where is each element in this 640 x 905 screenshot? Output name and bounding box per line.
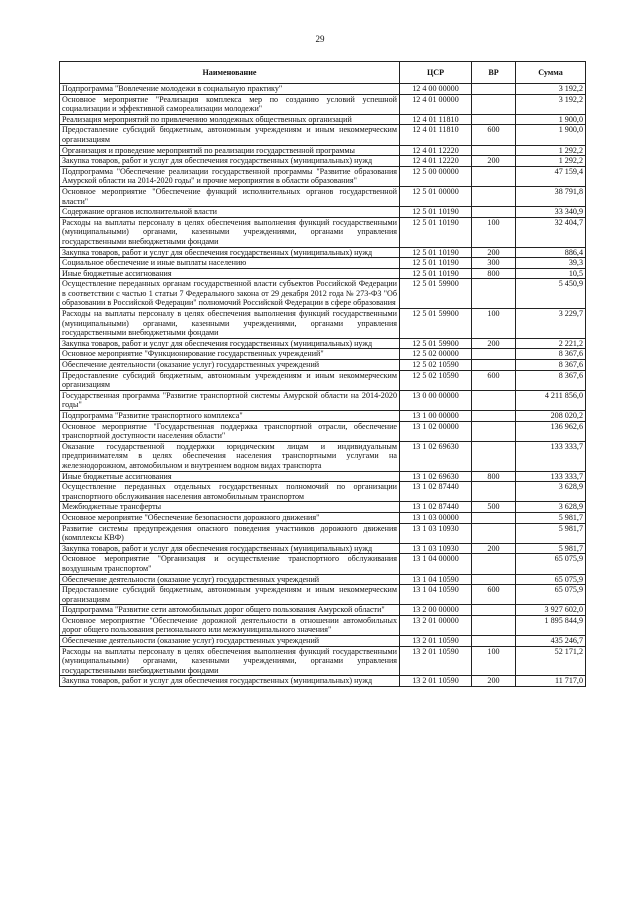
row-sum: 4 211 856,0 (516, 390, 586, 410)
row-name: Предоставление субсидий бюджетным, автономным учреждениям и иным некоммерческим организациям (60, 585, 400, 605)
row-sum: 65 075,9 (516, 554, 586, 574)
row-sum: 5 981,7 (516, 523, 586, 543)
row-name: Расходы на выплаты персоналу в целях обеспечения выполнения функций государственными (муниципальными) органами, казенными учреждениями, органами управления государственными внебюджетными фондами (60, 309, 400, 339)
row-vr (472, 390, 516, 410)
row-vr (472, 636, 516, 647)
row-vr (472, 605, 516, 616)
table-row (60, 186, 586, 206)
row-name: Основное мероприятие "Обеспечение функций исполнительных органов государственной власти" (60, 186, 400, 206)
row-sum: 52 171,2 (516, 646, 586, 676)
row-sum: 3 192,2 (516, 84, 586, 95)
row-vr: 200 (472, 543, 516, 554)
table-row (60, 543, 586, 554)
row-sum: 5 981,7 (516, 543, 586, 554)
table-row (60, 421, 586, 441)
row-name: Реализация мероприятий по привлечению молодежных общественных организаций (60, 114, 400, 125)
page-number: 29 (315, 34, 325, 44)
table-row (60, 585, 586, 605)
row-sum: 32 404,7 (516, 217, 586, 247)
row-sum: 133 333,7 (516, 471, 586, 482)
row-name: Подпрограмма "Обеспечение реализации государственной программы "Развитие образования Амурской области на 2014-2020 годы" и прочие мероприятия в области образования" (60, 166, 400, 186)
row-vr: 200 (472, 338, 516, 349)
row-name: Основное мероприятие "Обеспечение безопасности дорожного движения" (60, 512, 400, 523)
row-sum: 2 221,2 (516, 338, 586, 349)
row-name: Расходы на выплаты персоналу в целях обеспечения выполнения функций государственными (муниципальными) органами, казенными учреждениями, органами управления государственными внебюджетными фондами (60, 646, 400, 676)
row-name: Закупка товаров, работ и услуг для обеспечения государственных (муниципальных) нужд (60, 676, 400, 687)
row-csr: 12 4 01 11810 (400, 114, 472, 125)
row-csr: 13 1 04 10590 (400, 574, 472, 585)
table-header-row (60, 62, 586, 84)
table-row (60, 646, 586, 676)
row-vr (472, 554, 516, 574)
row-name: Закупка товаров, работ и услуг для обеспечения государственных (муниципальных) нужд (60, 543, 400, 554)
row-vr (472, 166, 516, 186)
row-vr (472, 145, 516, 156)
row-vr (472, 441, 516, 471)
header-sum: Сумма (516, 62, 586, 84)
row-name: Оказание государственной поддержки юридическим лицам и индивидуальным предпринимателям в целях обеспечения населения транспортными услугами на железнодорожном, автомобильном и внутреннем водном видах транспорта (60, 441, 400, 471)
row-name: Предоставление субсидий бюджетным, автономным учреждениям и иным некоммерческим организациям (60, 125, 400, 145)
row-sum: 886,4 (516, 247, 586, 258)
row-vr (472, 114, 516, 125)
row-vr: 100 (472, 217, 516, 247)
row-csr: 13 1 03 10930 (400, 523, 472, 543)
row-name: Межбюджетные трансферты (60, 502, 400, 513)
table-row (60, 114, 586, 125)
row-vr (472, 349, 516, 360)
row-name: Осуществление переданных органам государственной власти субъектов Российской Федерации в соответствии с частью 1 статьи 7 Федерального закона от 29 декабря 2012 года № 273-ФЗ "Об образовании в Российской Федерации" полномочий Российской Федерации в сфере образования (60, 279, 400, 309)
row-csr: 13 1 03 10930 (400, 543, 472, 554)
row-sum: 65 075,9 (516, 585, 586, 605)
header-csr: ЦСР (400, 62, 472, 84)
row-name: Основное мероприятие "Обеспечение дорожной деятельности в отношении автомобильных дорог общего пользования регионального или межмуниципального значения" (60, 615, 400, 635)
row-csr: 12 5 02 10590 (400, 370, 472, 390)
row-sum: 39,3 (516, 258, 586, 269)
row-sum: 3 628,9 (516, 502, 586, 513)
row-vr: 600 (472, 125, 516, 145)
row-vr (472, 421, 516, 441)
table-row (60, 676, 586, 687)
row-sum: 3 229,7 (516, 309, 586, 339)
budget-table (59, 61, 586, 687)
row-name: Подпрограмма "Вовлечение молодежи в социальную практику" (60, 84, 400, 95)
row-vr (472, 482, 516, 502)
row-sum: 47 159,4 (516, 166, 586, 186)
row-vr (472, 84, 516, 95)
row-csr: 13 0 00 00000 (400, 390, 472, 410)
table-row (60, 207, 586, 218)
row-csr: 12 5 01 59900 (400, 309, 472, 339)
table-row (60, 482, 586, 502)
table-row (60, 166, 586, 186)
row-csr: 12 5 01 10190 (400, 217, 472, 247)
row-csr: 13 1 02 87440 (400, 482, 472, 502)
row-csr: 13 1 04 10590 (400, 585, 472, 605)
table-row (60, 268, 586, 279)
row-vr (472, 360, 516, 371)
table-row (60, 360, 586, 371)
table-row (60, 636, 586, 647)
table-row (60, 349, 586, 360)
row-csr: 12 5 01 10190 (400, 207, 472, 218)
header-vr: ВР (472, 62, 516, 84)
table-row (60, 615, 586, 635)
row-vr: 600 (472, 370, 516, 390)
table-row (60, 411, 586, 422)
row-sum: 33 340,9 (516, 207, 586, 218)
row-csr: 13 2 01 10590 (400, 636, 472, 647)
table-row (60, 370, 586, 390)
row-sum: 435 246,7 (516, 636, 586, 647)
row-csr: 12 5 02 00000 (400, 349, 472, 360)
table-row (60, 502, 586, 513)
row-vr: 200 (472, 247, 516, 258)
row-name: Закупка товаров, работ и услуг для обеспечения государственных (муниципальных) нужд (60, 156, 400, 167)
row-vr: 200 (472, 676, 516, 687)
row-csr: 13 1 02 00000 (400, 421, 472, 441)
row-csr: 12 4 01 12220 (400, 145, 472, 156)
row-csr: 12 4 01 11810 (400, 125, 472, 145)
row-vr: 100 (472, 309, 516, 339)
row-sum: 1 292,2 (516, 156, 586, 167)
row-vr: 800 (472, 471, 516, 482)
row-name: Основное мероприятие "Реализация комплекса мер по созданию условий успешной социализации и эффективной самореализации молодежи" (60, 94, 400, 114)
row-name: Содержание органов исполнительной власти (60, 207, 400, 218)
table-row (60, 390, 586, 410)
row-name: Закупка товаров, работ и услуг для обеспечения государственных (муниципальных) нужд (60, 338, 400, 349)
row-name: Обеспечение деятельности (оказание услуг) государственных учреждений (60, 360, 400, 371)
table-row (60, 471, 586, 482)
row-vr (472, 574, 516, 585)
table-row (60, 309, 586, 339)
row-name: Обеспечение деятельности (оказание услуг) государственных учреждений (60, 574, 400, 585)
row-sum: 3 628,9 (516, 482, 586, 502)
row-sum: 8 367,6 (516, 370, 586, 390)
row-vr (472, 615, 516, 635)
row-sum: 8 367,6 (516, 349, 586, 360)
row-csr: 12 5 01 59900 (400, 279, 472, 309)
row-csr: 13 1 03 00000 (400, 512, 472, 523)
row-csr: 12 4 01 00000 (400, 94, 472, 114)
row-csr: 12 4 00 00000 (400, 84, 472, 95)
row-name: Осуществление переданных отдельных государственных полномочий по организации транспортного обслуживания населения автомобильным транспортом (60, 482, 400, 502)
row-csr: 13 2 01 10590 (400, 646, 472, 676)
row-name: Социальное обеспечение и иные выплаты населению (60, 258, 400, 269)
row-vr (472, 186, 516, 206)
row-sum: 136 962,6 (516, 421, 586, 441)
table-row (60, 156, 586, 167)
row-sum: 3 927 602,0 (516, 605, 586, 616)
row-vr (472, 207, 516, 218)
row-vr: 200 (472, 156, 516, 167)
table-row (60, 279, 586, 309)
row-vr: 500 (472, 502, 516, 513)
table-body (60, 84, 586, 687)
row-name: Закупка товаров, работ и услуг для обеспечения государственных (муниципальных) нужд (60, 247, 400, 258)
row-csr: 13 1 00 00000 (400, 411, 472, 422)
row-vr: 100 (472, 646, 516, 676)
table-row (60, 217, 586, 247)
row-csr: 13 2 00 00000 (400, 605, 472, 616)
row-csr: 12 5 01 10190 (400, 268, 472, 279)
row-csr: 13 1 02 69630 (400, 441, 472, 471)
row-name: Иные бюджетные ассигнования (60, 268, 400, 279)
row-sum: 10,5 (516, 268, 586, 279)
row-name: Основное мероприятие "Функционирование государственных учреждений" (60, 349, 400, 360)
row-name: Основное мероприятие "Государственная поддержка транспортной отрасли, обеспечение транспортной доступности населения области" (60, 421, 400, 441)
row-sum: 1 900,0 (516, 114, 586, 125)
row-name: Обеспечение деятельности (оказание услуг) государственных учреждений (60, 636, 400, 647)
row-csr: 13 1 04 00000 (400, 554, 472, 574)
row-name: Государственная программа "Развитие транспортной системы Амурской области на 2014-2020 годы" (60, 390, 400, 410)
table-row (60, 247, 586, 258)
row-csr: 12 5 02 10590 (400, 360, 472, 371)
row-sum: 208 020,2 (516, 411, 586, 422)
row-vr: 800 (472, 268, 516, 279)
row-vr: 300 (472, 258, 516, 269)
table-row (60, 512, 586, 523)
table-row (60, 145, 586, 156)
row-name: Предоставление субсидий бюджетным, автономным учреждениям и иным некоммерческим организациям (60, 370, 400, 390)
row-name: Подпрограмма "Развитие транспортного комплекса" (60, 411, 400, 422)
row-sum: 133 333,7 (516, 441, 586, 471)
row-sum: 1 900,0 (516, 125, 586, 145)
table-row (60, 125, 586, 145)
row-name: Иные бюджетные ассигнования (60, 471, 400, 482)
row-csr: 12 5 01 00000 (400, 186, 472, 206)
row-csr: 12 4 01 12220 (400, 156, 472, 167)
row-name: Подпрограмма "Развитие сети автомобильных дорог общего пользования Амурской области" (60, 605, 400, 616)
row-vr (472, 411, 516, 422)
table-row (60, 554, 586, 574)
row-csr: 12 5 01 10190 (400, 247, 472, 258)
row-sum: 8 367,6 (516, 360, 586, 371)
row-csr: 13 1 02 69630 (400, 471, 472, 482)
row-vr (472, 523, 516, 543)
table-row (60, 523, 586, 543)
row-csr: 13 2 01 10590 (400, 676, 472, 687)
row-csr: 13 2 01 00000 (400, 615, 472, 635)
row-csr: 12 5 00 00000 (400, 166, 472, 186)
row-sum: 38 791,8 (516, 186, 586, 206)
row-name: Организация и проведение мероприятий по реализации государственной программы (60, 145, 400, 156)
table-row (60, 338, 586, 349)
row-name: Развитие системы предупреждения опасного поведения участников дорожного движения (комплексы КВФ) (60, 523, 400, 543)
row-csr: 12 5 01 59900 (400, 338, 472, 349)
row-name: Основное мероприятие "Организация и осуществление транспортного обслуживания воздушным транспортом" (60, 554, 400, 574)
row-sum: 1 292,2 (516, 145, 586, 156)
table-row (60, 84, 586, 95)
row-csr: 13 1 02 87440 (400, 502, 472, 513)
row-sum: 11 717,0 (516, 676, 586, 687)
header-name: Наименование (60, 62, 400, 84)
table-row (60, 94, 586, 114)
row-vr: 600 (472, 585, 516, 605)
table-row (60, 605, 586, 616)
row-sum: 5 450,9 (516, 279, 586, 309)
row-vr (472, 94, 516, 114)
row-sum: 5 981,7 (516, 512, 586, 523)
table-row (60, 574, 586, 585)
table-row (60, 441, 586, 471)
row-sum: 3 192,2 (516, 94, 586, 114)
row-vr (472, 512, 516, 523)
row-vr (472, 279, 516, 309)
row-name: Расходы на выплаты персоналу в целях обеспечения выполнения функций государственными (муниципальными) органами, казенными учреждениями, органами управления государственными внебюджетными фондами (60, 217, 400, 247)
row-sum: 1 895 844,9 (516, 615, 586, 635)
row-sum: 65 075,9 (516, 574, 586, 585)
row-csr: 12 5 01 10190 (400, 258, 472, 269)
table-row (60, 258, 586, 269)
